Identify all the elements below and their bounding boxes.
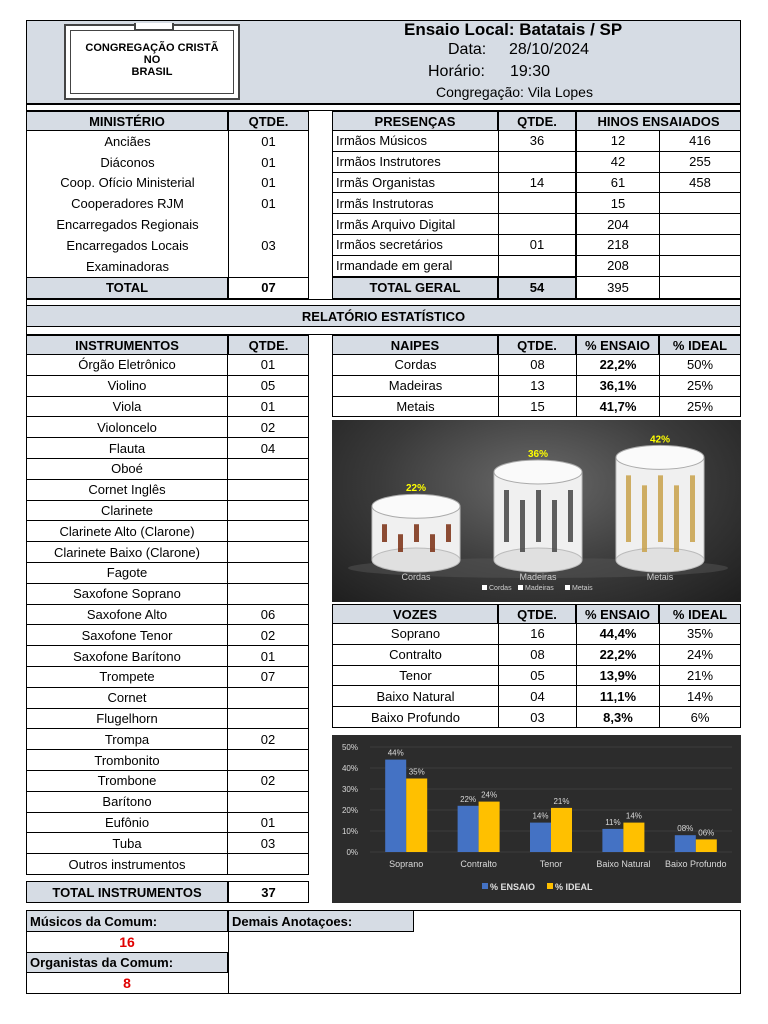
bar-ideal [551, 808, 572, 852]
naipes-cell: 41,7% [576, 397, 659, 418]
instrument-qty [228, 792, 309, 813]
instrument-name: Cornet Inglês [26, 480, 228, 501]
naipes-cell: 15 [498, 397, 576, 418]
instrument-name: Barítono [26, 792, 228, 813]
bar-instrument-motif [626, 475, 631, 542]
vozes-cell: 03 [498, 707, 576, 728]
legend-label: Madeiras [525, 585, 554, 592]
logo-text-line3: BRASIL [131, 66, 173, 78]
instrument-qty [228, 563, 309, 584]
bar-instrument-motif [642, 485, 647, 552]
bar-data-label: 11% [605, 817, 621, 827]
ministerio-total-value: 07 [228, 277, 309, 299]
instrument-name: Saxofone Soprano [26, 584, 228, 605]
instrument-qty [228, 501, 309, 522]
ministerio-row-qty: 01 [228, 131, 309, 152]
bar-instrument-motif [446, 524, 451, 542]
x-tick-label: Contralto [460, 859, 497, 869]
bar-ideal [623, 823, 644, 852]
bar-instrument-motif [430, 534, 435, 552]
presencas-row-qty: 01 [498, 235, 576, 256]
instrument-name: Fagote [26, 563, 228, 584]
instrument-name: Trombone [26, 771, 228, 792]
bar-instrument-motif [414, 524, 419, 542]
instrument-qty: 01 [228, 646, 309, 667]
vozes-cell: 24% [659, 645, 741, 666]
instrument-name: Saxofone Tenor [26, 625, 228, 646]
instrument-qty: 02 [228, 625, 309, 646]
legend-label: Metais [572, 585, 593, 592]
vozes-cell: 6% [659, 707, 741, 728]
instrument-name: Viola [26, 397, 228, 418]
vozes-cell: 08 [498, 645, 576, 666]
bar-data-label: 06% [698, 828, 715, 838]
time-label: Horário: [428, 63, 485, 80]
relatorio-title: RELATÓRIO ESTATÍSTICO [26, 305, 741, 327]
instrument-name: Trombonito [26, 750, 228, 771]
hino-number: 218 [576, 235, 659, 256]
bar-ensaio [675, 835, 696, 852]
vozes-chart [332, 735, 741, 903]
instrument-name: Tuba [26, 833, 228, 854]
vozes-cell: 16 [498, 624, 576, 645]
naipes-cell: 36,1% [576, 376, 659, 397]
bar-instrument-motif [398, 534, 403, 552]
vozes-cell: Soprano [332, 624, 498, 645]
vozes-cell: 05 [498, 666, 576, 687]
legend-label: % IDEAL [555, 882, 593, 892]
ministerio-row-qty: 01 [228, 173, 309, 194]
presencas-row-name: Irmãs Arquivo Digital [332, 214, 498, 235]
congregation-name: Congregação: Vila Lopes [436, 84, 593, 100]
bar-data-label: 35% [408, 767, 425, 777]
vozes-header: % ENSAIO [576, 604, 659, 624]
y-tick-label: 20% [341, 806, 358, 815]
vozes-chart-svg [332, 735, 741, 903]
legend-label: Cordas [489, 585, 512, 592]
vozes-cell: Contralto [332, 645, 498, 666]
ministerio-row-name: Cooperadores RJM [26, 193, 228, 214]
vozes-cell: 13,9% [576, 666, 659, 687]
ministerio-row-name: Examinadoras [26, 256, 228, 277]
instrument-name: Oboé [26, 459, 228, 480]
bar-ensaio [530, 823, 551, 852]
instrument-name: Trompa [26, 729, 228, 750]
bar-data-label: 36% [527, 449, 549, 460]
presencas-qty-header: QTDE. [498, 111, 576, 131]
instrument-qty [228, 688, 309, 709]
musicos-label: Músicos da Comum: [26, 910, 228, 932]
presencas-header: PRESENÇAS [332, 111, 498, 131]
ministerio-row-name: Diáconos [26, 152, 228, 173]
legend-marker [565, 585, 570, 590]
naipes-cell: 13 [498, 376, 576, 397]
naipes-chart [332, 420, 741, 602]
instrument-name: Flauta [26, 438, 228, 459]
bar-cylinder-top [494, 460, 582, 484]
vozes-header: % IDEAL [659, 604, 741, 624]
x-tick-label: Madeiras [519, 572, 557, 582]
ministerio-header: MINISTÉRIO [26, 111, 228, 131]
naipes-cell: 08 [498, 355, 576, 376]
vozes-cell: 22,2% [576, 645, 659, 666]
instrumentos-qty-header: QTDE. [228, 335, 309, 355]
instrument-qty: 05 [228, 376, 309, 397]
vozes-cell: 8,3% [576, 707, 659, 728]
hino-number: 416 [659, 131, 741, 152]
hino-number: 255 [659, 152, 741, 173]
naipes-cell: Metais [332, 397, 498, 418]
bar-cylinder-top [372, 494, 460, 518]
bar-ensaio [458, 806, 479, 852]
instrument-name: Outros instrumentos [26, 854, 228, 875]
hino-number: 12 [576, 131, 659, 152]
bar-instrument-motif [674, 485, 679, 552]
musicos-value: 16 [119, 934, 135, 950]
bar-instrument-motif [690, 475, 695, 542]
instrument-qty [228, 750, 309, 771]
legend-marker [547, 883, 553, 889]
instrument-qty: 03 [228, 833, 309, 854]
bar-ensaio [385, 760, 406, 852]
instrument-name: Clarinete Alto (Clarone) [26, 521, 228, 542]
presencas-row-name: Irmandade em geral [332, 256, 498, 277]
instrument-qty: 07 [228, 667, 309, 688]
bar-ideal [696, 839, 717, 852]
instrument-name: Violoncelo [26, 417, 228, 438]
bar-instrument-motif [520, 500, 525, 552]
x-tick-label: Baixo Natural [596, 859, 651, 869]
instrument-name: Eufônio [26, 813, 228, 834]
naipes-header: % IDEAL [659, 335, 741, 355]
ministerio-row-qty: 01 [228, 193, 309, 214]
bar-data-label: 21% [553, 796, 570, 806]
naipes-cell: Madeiras [332, 376, 498, 397]
naipes-cell: 22,2% [576, 355, 659, 376]
y-tick-label: 30% [341, 785, 358, 794]
bar-ideal [406, 779, 427, 853]
ministerio-row-name: Encarregados Locais [26, 235, 228, 256]
bar-data-label: 44% [387, 748, 404, 758]
presencas-row-qty: 36 [498, 131, 576, 152]
vozes-cell: 04 [498, 686, 576, 707]
anotacoes-label: Demais Anotaçoes: [228, 910, 414, 932]
instrument-qty [228, 480, 309, 501]
instrument-qty [228, 542, 309, 563]
date-label: Data: [448, 41, 487, 58]
page-title: Ensaio Local: Batatais / SP [404, 20, 623, 39]
vozes-cell: 11,1% [576, 686, 659, 707]
instrument-name: Clarinete Baixo (Clarone) [26, 542, 228, 563]
vozes-cell: Baixo Natural [332, 686, 498, 707]
hino-number: 61 [576, 173, 659, 194]
presencas-row-name: Irmãos Instrutores [332, 152, 498, 173]
hino-number: 204 [576, 214, 659, 235]
y-tick-label: 10% [341, 827, 358, 836]
bar-instrument-motif [504, 490, 509, 542]
instrument-name: Cornet [26, 688, 228, 709]
vozes-header: QTDE. [498, 604, 576, 624]
naipes-header: NAIPES [332, 335, 498, 355]
bar-instrument-motif [552, 500, 557, 552]
logo-text-line2: NO [143, 54, 161, 66]
x-tick-label: Metais [646, 572, 674, 582]
vozes-cell: 44,4% [576, 624, 659, 645]
instrument-qty [228, 459, 309, 480]
legend-label: % ENSAIO [490, 882, 536, 892]
y-tick-label: 50% [341, 743, 358, 752]
bar-data-label: 22% [460, 794, 477, 804]
instrument-qty: 06 [228, 605, 309, 626]
bar-cylinder-top [616, 445, 704, 469]
bar-data-label: 42% [649, 434, 671, 446]
bar-instrument-motif [382, 524, 387, 542]
hino-number: 208 [576, 256, 659, 277]
bar-instrument-motif [568, 490, 573, 542]
bar-cylinder-base [494, 548, 582, 572]
x-tick-label: Soprano [389, 859, 424, 869]
vozes-cell: 21% [659, 666, 741, 687]
ministerio-row-name: Coop. Ofício Ministerial [26, 173, 228, 194]
vozes-cell: 35% [659, 624, 741, 645]
naipes-cell: 50% [659, 355, 741, 376]
ministerio-row-name: Encarregados Regionais [26, 214, 228, 235]
instrumentos-total-label: TOTAL INSTRUMENTOS [26, 881, 228, 903]
naipes-header: % ENSAIO [576, 335, 659, 355]
hino-number: 15 [576, 193, 659, 214]
y-tick-label: 40% [341, 764, 358, 773]
date-value: 28/10/2024 [509, 41, 590, 58]
instrument-name: Clarinete [26, 501, 228, 522]
vozes-cell: Baixo Profundo [332, 707, 498, 728]
x-tick-label: Tenor [539, 859, 563, 869]
instrumentos-header: INSTRUMENTOS [26, 335, 228, 355]
bar-instrument-motif [536, 490, 541, 542]
hino-number: 42 [576, 152, 659, 173]
time-value: 19:30 [510, 63, 551, 80]
presencas-row-name: Irmãs Instrutoras [332, 193, 498, 214]
naipes-header: QTDE. [498, 335, 576, 355]
naipes-chart-svg [332, 420, 741, 602]
ministerio-qty-header: QTDE. [228, 111, 309, 131]
instrument-name: Saxofone Alto [26, 605, 228, 626]
bar-data-label: 22% [405, 483, 427, 495]
presencas-row-name: Irmãos Músicos [332, 131, 498, 152]
bar-data-label: 08% [677, 824, 694, 834]
instrument-qty [228, 521, 309, 542]
organistas-value: 8 [123, 975, 131, 991]
instrument-qty: 01 [228, 813, 309, 834]
ministerio-row-qty: 03 [228, 235, 309, 256]
legend-marker [482, 883, 488, 889]
bar-cylinder-base [616, 548, 704, 572]
bar-cylinder-base [372, 548, 460, 572]
vozes-header: VOZES [332, 604, 498, 624]
legend-marker [518, 585, 523, 590]
bar-ideal [479, 802, 500, 852]
hino-number: 395 [576, 277, 659, 299]
presencas-total-value: 54 [498, 277, 576, 299]
instrument-qty: 02 [228, 771, 309, 792]
instrument-name: Saxofone Barítono [26, 646, 228, 667]
instrument-name: Violino [26, 376, 228, 397]
legend-marker [482, 585, 487, 590]
bar-data-label: 14% [625, 811, 642, 821]
ministerio-row-name: Anciães [26, 131, 228, 152]
presencas-total-label: TOTAL GERAL [332, 277, 498, 299]
instrument-qty [228, 584, 309, 605]
instrument-qty [228, 709, 309, 730]
vozes-cell: 14% [659, 686, 741, 707]
x-tick-label: Baixo Profundo [665, 859, 727, 869]
instrument-qty: 02 [228, 417, 309, 438]
presencas-row-name: Irmãs Organistas [332, 173, 498, 194]
ministerio-row-qty: 01 [228, 152, 309, 173]
instrument-qty: 02 [228, 729, 309, 750]
instrument-name: Trompete [26, 667, 228, 688]
hino-number: 458 [659, 173, 741, 194]
hinos-header: HINOS ENSAIADOS [576, 111, 741, 131]
bar-data-label: 14% [532, 811, 549, 821]
logo-text-line1: CONGREGAÇÃO CRISTÃ [85, 42, 219, 54]
instrumentos-total-value: 37 [228, 881, 309, 903]
y-tick-label: 0% [346, 848, 358, 857]
naipes-cell: 25% [659, 376, 741, 397]
instrument-qty: 04 [228, 438, 309, 459]
x-tick-label: Cordas [401, 572, 431, 582]
presencas-row-name: Irmãos secretários [332, 235, 498, 256]
bar-data-label: 24% [481, 790, 498, 800]
bar-instrument-motif [658, 475, 663, 542]
instrument-name: Flugelhorn [26, 709, 228, 730]
organistas-label: Organistas da Comum: [26, 952, 228, 973]
ministerio-total-label: TOTAL [26, 277, 228, 299]
instrument-name: Órgão Eletrônico [26, 355, 228, 376]
naipes-cell: Cordas [332, 355, 498, 376]
instrument-qty: 01 [228, 355, 309, 376]
bar-ensaio [602, 829, 623, 852]
presencas-row-qty: 14 [498, 173, 576, 194]
vozes-cell: Tenor [332, 666, 498, 687]
instrument-qty [228, 854, 309, 875]
instrument-qty: 01 [228, 397, 309, 418]
naipes-cell: 25% [659, 397, 741, 418]
